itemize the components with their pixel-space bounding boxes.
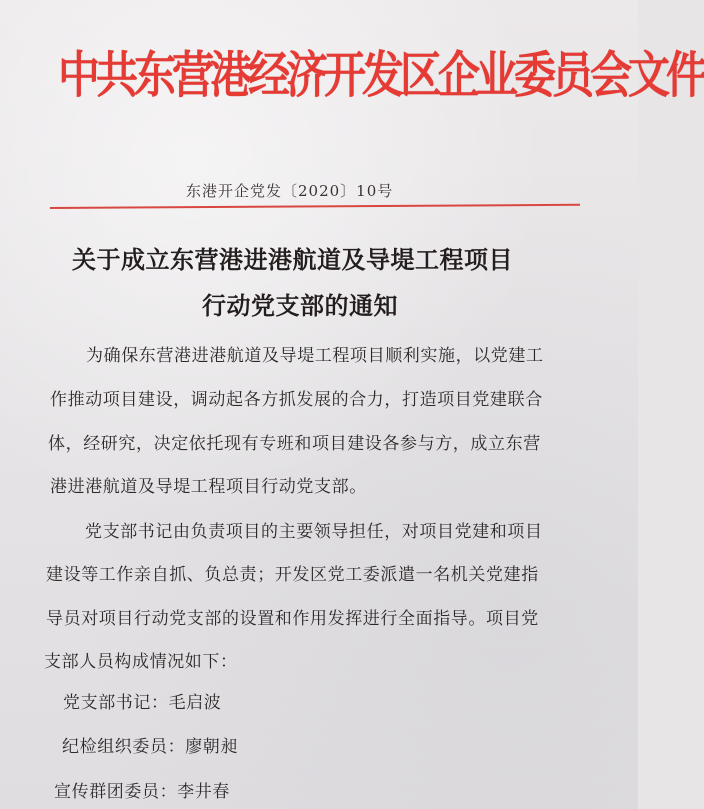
member-publicity-committee: 宣传群团委员：李井春 — [54, 782, 230, 802]
member-party-secretary: 党支部书记：毛启波 — [63, 693, 222, 713]
paragraph-1-line-3: 体，经研究，决定依托现有专班和项目建设各参与方，成立东营 — [48, 434, 541, 454]
paragraph-1-line-1: 为确保东营港进港航道及导堤工程项目顺利实施，以党建工 — [86, 346, 544, 366]
paragraph-2-line-1: 党支部书记由负责项目的主要领导担任，对项目党建和项目 — [85, 522, 543, 542]
document-number: 东港开企党发〔2020〕10号 — [186, 182, 394, 200]
document-header-title: 中共东营港经济开发区企业委员会文件 — [58, 45, 704, 104]
paragraph-2-line-2: 建设等工作亲自抓、负总责；开发区党工委派遣一名机关党建指 — [46, 565, 539, 585]
paragraph-2-line-3: 导员对项目行动党支部的设置和作用发挥进行全面指导。项目党 — [46, 609, 539, 629]
header-divider-line — [50, 204, 580, 209]
paragraph-2-line-4: 支部人员构成情况如下： — [44, 652, 238, 672]
member-discipline-committee: 纪检组织委员：廖朝昶 — [62, 737, 238, 757]
paragraph-1-line-4: 港进港航道及导堤工程项目行动党支部。 — [50, 477, 367, 497]
notice-title-line-1: 关于成立东营港进港航道及导堤工程项目 — [72, 245, 513, 274]
notice-title-line-2: 行动党支部的通知 — [202, 291, 398, 320]
paragraph-1-line-2: 作推动项目建设，调动起各方抓发展的合力，打造项目党建联合 — [50, 390, 543, 410]
